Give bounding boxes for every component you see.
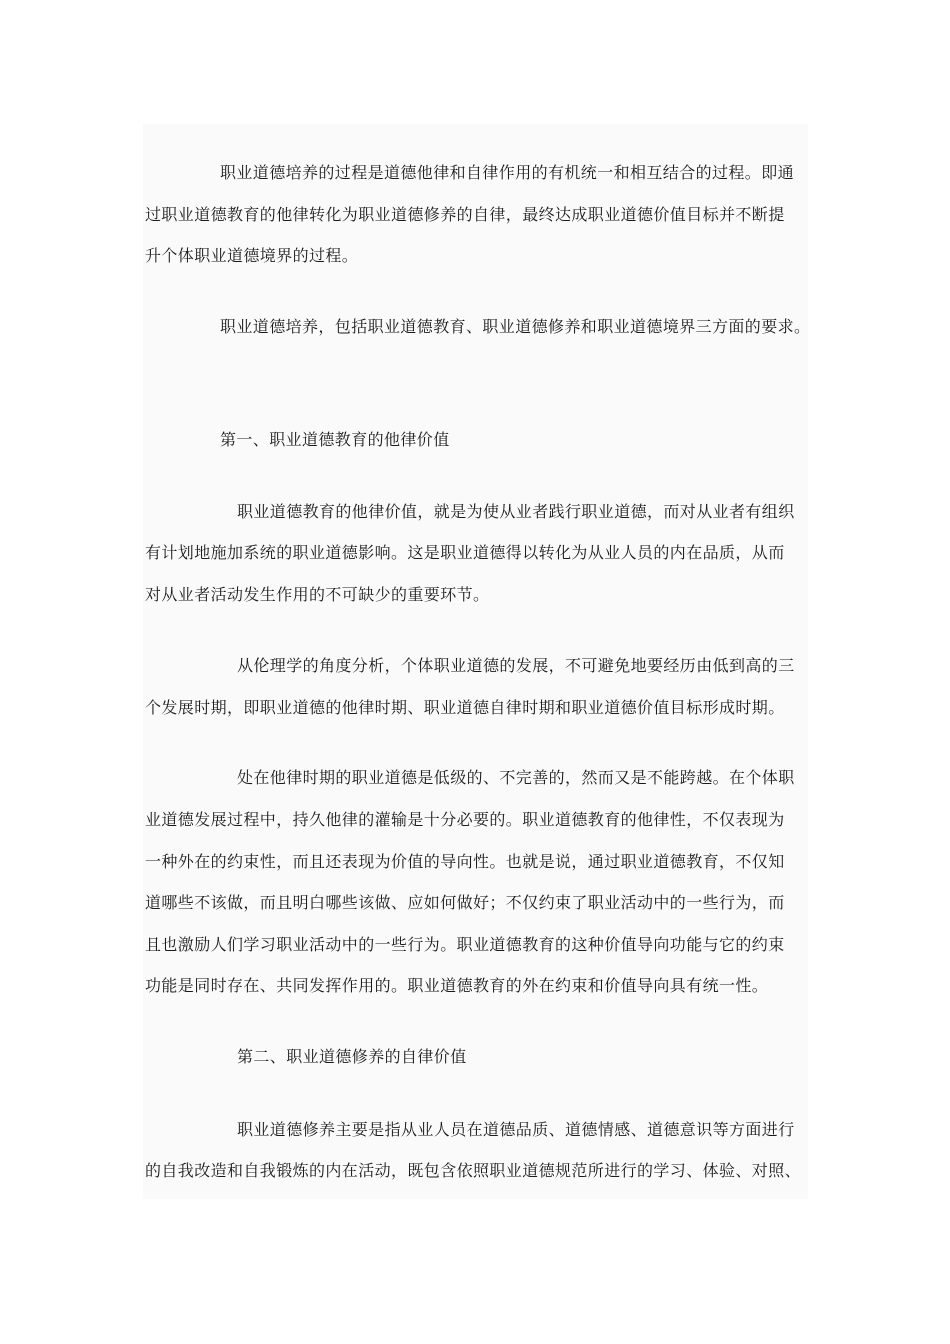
paragraph-6-line-2: 的自我改造和自我锻炼的内在活动，既包含依照职业道德规范所进行的学习、体验、对照、 <box>145 1161 802 1180</box>
paragraph-1-line-3: 升个体职业道德境界的过程。 <box>145 246 359 265</box>
section-heading-1: 第一、职业道德教育的他律价值 <box>220 430 450 449</box>
paragraph-5-line-6: 功能是同时存在、共同发挥作用的。职业道德教育的外在约束和价值导向具有统一性。 <box>145 976 769 995</box>
paragraph-6-line-1: 职业道德修养主要是指从业人员在道德品质、道德情感、道德意识等方面进行 <box>237 1120 795 1139</box>
paragraph-4-line-1: 从伦理学的角度分析，个体职业道德的发展，不可避免地要经历由低到高的三 <box>237 656 795 675</box>
paragraph-5-line-1: 处在他律时期的职业道德是低级的、不完善的，然而又是不能跨越。在个体职 <box>237 768 795 787</box>
paragraph-3-line-2: 有计划地施加系统的职业道德影响。这是职业道德得以转化为从业人员的内在品质，从而 <box>145 543 785 562</box>
paragraph-5-line-3: 一种外在的约束性，而且还表现为价值的导向性。也就是说，通过职业道德教育，不仅知 <box>145 852 785 871</box>
paragraph-3-line-1: 职业道德教育的他律价值，就是为使从业者践行职业道德，而对从业者有组织 <box>237 502 795 521</box>
section-heading-2: 第二、职业道德修养的自律价值 <box>237 1047 467 1066</box>
paragraph-5-line-5: 且也激励人们学习职业活动中的一些行为。职业道德教育的这种价值导向功能与它的约束 <box>145 935 785 954</box>
paragraph-4-line-2: 个发展时期，即职业道德的他律时期、职业道德自律时期和职业道德价值目标形成时期。 <box>145 698 785 717</box>
paragraph-1-line-1: 职业道德培养的过程是道德他律和自律作用的有机统一和相互结合的过程。即通 <box>220 163 795 182</box>
paragraph-5-line-2: 业道德发展过程中，持久他律的灌输是十分必要的。职业道德教育的他律性，不仅表现为 <box>145 810 785 829</box>
paragraph-5-line-4: 道哪些不该做，而且明白哪些该做、应如何做好；不仅约束了职业活动中的一些行为，而 <box>145 893 785 912</box>
paragraph-3-line-3: 对从业者活动发生作用的不可缺少的重要环节。 <box>145 585 490 604</box>
paragraph-1-line-2: 过职业道德教育的他律转化为职业道德修养的自律，最终达成职业道德价值目标并不断提 <box>145 205 785 224</box>
paragraph-2-line-1: 职业道德培养，包括职业道德教育、职业道德修养和职业道德境界三方面的要求。 <box>220 317 811 336</box>
